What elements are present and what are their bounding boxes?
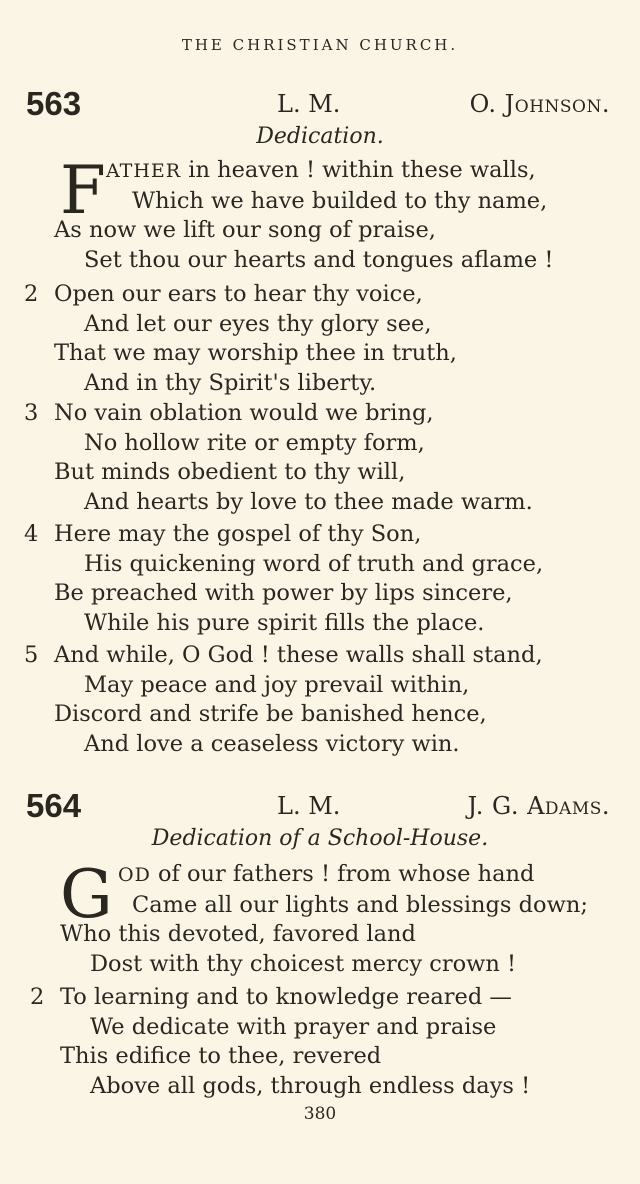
first-word-caps: ATHER [106,160,182,182]
verse-line: While his pure spirit fills the place. [84,609,485,636]
stanza-number: 5 [24,642,39,668]
stanza-number: 2 [24,281,39,307]
verse-line: Set thou our hearts and tongues aflame ! [84,246,554,273]
verse-line: No hollow rite or empty form, [84,429,425,456]
verse-line: Who this devoted, favored land [60,921,416,947]
verse-line: And let our eyes thy glory see, [84,310,432,337]
verse-line: Be preached with power by lips sincere, [54,580,513,606]
verse-line: 3 No vain oblation would we bring, [24,399,624,429]
verse-line: His quickening word of truth and grace, [84,550,544,577]
drop-cap: F [60,152,106,229]
hymn-number: 564 [26,787,82,824]
verse-line: And love a ceaseless victory win. [84,730,460,757]
stanza-number: 4 [24,521,39,547]
verse-line: And hearts by love to thee made warm. [84,488,533,515]
verse-line: Discord and strife be banished hence, [54,701,487,727]
first-word-caps: OD [118,864,151,886]
stanza-number: 3 [24,400,39,426]
stanza-5 [24,641,624,759]
stanza-3 [24,399,624,517]
hymn-header [26,86,610,122]
hymn-header [26,788,610,824]
verse-line: And in thy Spirit's liberty. [84,369,377,396]
stanza-2 [24,280,624,398]
drop-cap: G [60,856,113,933]
verse-line: Which we have builded to thy name, [132,187,548,214]
verse-line: 4 Here may the gospel of thy Son, [24,520,624,550]
verse-line: Above all gods, through endless days ! [90,1072,531,1099]
verse-line: 5 And while, O God ! these walls shall stand, [24,641,624,671]
verse-line: That we may worship thee in truth, [54,340,457,366]
hymn-title: Dedication of a School-House. [151,826,489,851]
verse-line [24,860,624,891]
hymn-title: Dedication. [256,124,384,149]
verse-line: We dedicate with prayer and praise [90,1013,497,1040]
stanza-2 [24,983,624,1101]
stanza-number: 2 [30,984,45,1010]
verse-line: Dost with thy choicest mercy crown ! [90,950,517,977]
stanza-1 [24,856,624,979]
verse-line: Came all our lights and blessings down; [132,891,588,918]
verse-line: 2 To learning and to knowledge reared — [24,983,624,1013]
verse-line: 2 Open our ears to hear thy voice, [24,280,624,310]
verse-line: May peace and joy prevail within, [84,671,470,698]
hymn-author: J. G. Adams. [467,792,610,820]
verse-line: But minds obedient to thy will, [54,459,406,485]
stanza-4 [24,520,624,638]
line-text: of our fathers ! from whose hand [150,861,535,887]
running-head: THE CHRISTIAN CHURCH. [181,36,459,54]
page-number: 380 [303,1104,337,1124]
hymn-author: O. Johnson. [469,90,610,118]
verse-line: As now we lift our song of praise, [54,217,436,243]
stanza-1 [24,152,624,275]
line-text: in heaven ! within these walls, [181,157,536,183]
verse-line: This edifice to thee, revered [60,1043,382,1069]
hymn-meter: L. M. [277,792,341,820]
hymn-meter: L. M. [277,90,341,118]
verse-line [24,156,624,187]
hymn-number: 563 [26,85,82,122]
